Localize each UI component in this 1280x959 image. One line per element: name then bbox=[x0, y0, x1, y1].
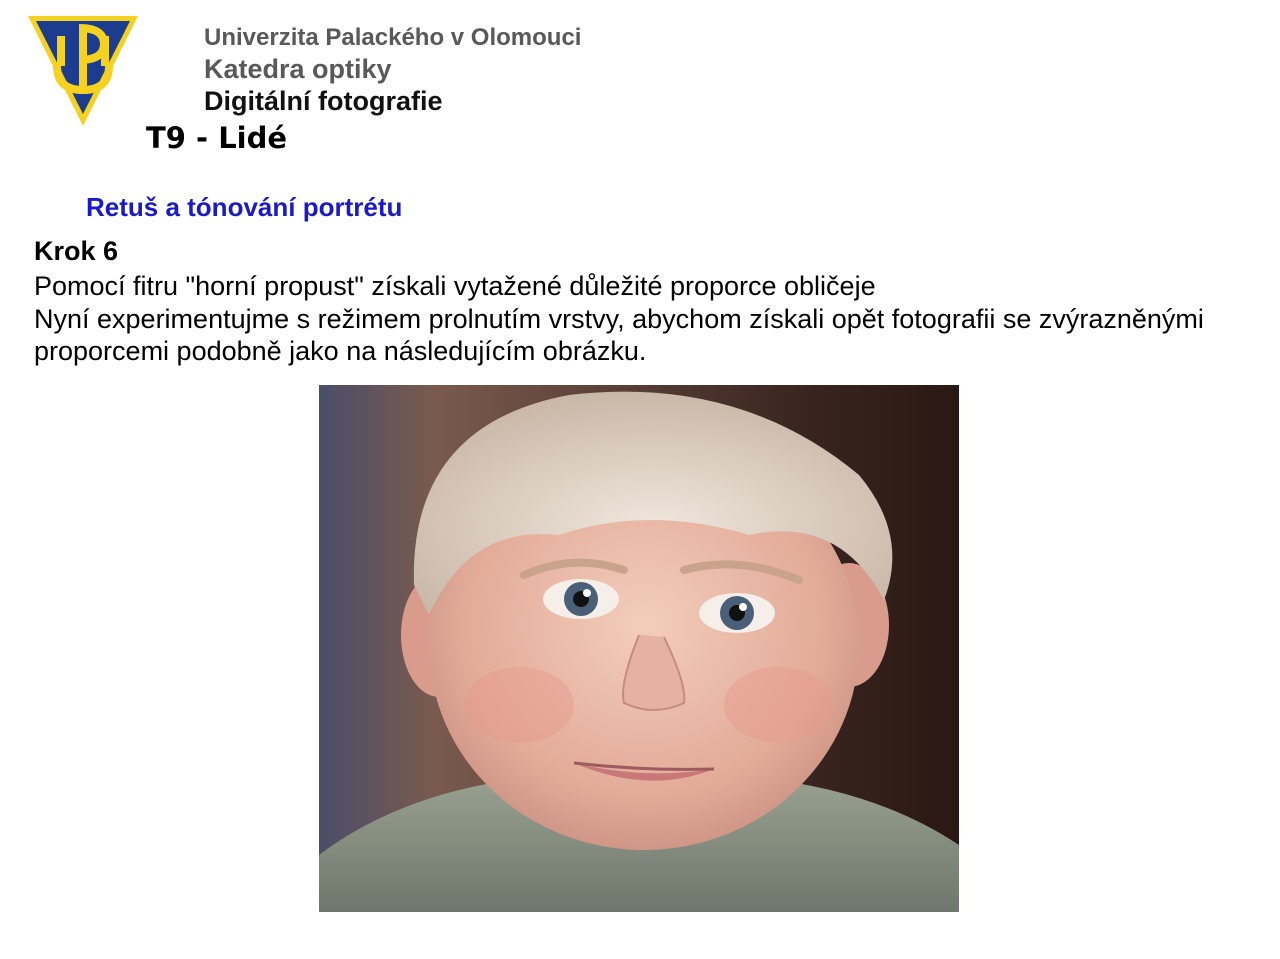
department-name: Katedra optiky bbox=[204, 54, 392, 84]
university-name: Univerzita Palackého v Olomouci bbox=[204, 24, 582, 51]
portrait-photo bbox=[319, 385, 959, 912]
step-description bbox=[34, 270, 1254, 368]
paragraph-2: Nyní experimentujme s režimem prolnutím vrstvy, abychom získali opět fotografii se zvýrazněnými proporcemi podobně jako na následujícím obrázku. bbox=[34, 303, 1204, 366]
university-crest-icon bbox=[24, 10, 142, 128]
course-name: Digitální fotografie bbox=[204, 86, 443, 116]
paragraph-1: Pomocí fitru "horní propust" získali vytažené důležité proporce obličeje bbox=[34, 271, 876, 301]
section-title: Retuš a tónování portrétu bbox=[86, 192, 403, 222]
step-title: Krok 6 bbox=[34, 236, 119, 266]
deck-title: T9 - Lidé bbox=[146, 121, 288, 155]
university-logo bbox=[24, 10, 142, 128]
